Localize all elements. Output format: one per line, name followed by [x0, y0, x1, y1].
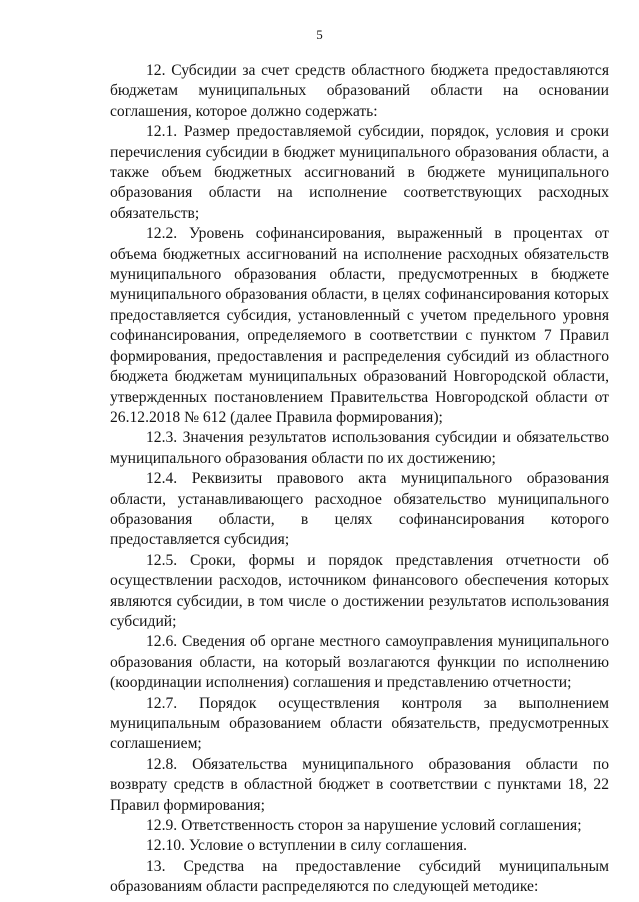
paragraph-12-3: 12.3. Значения результатов использования субсидии и обязательство муниципального образования области по их достижению;: [110, 429, 609, 467]
paragraph-12-5: 12.5. Сроки, формы и порядок представления отчетности об осуществлении расходов, источником финансового обеспечения которых являются субсидии, в том числе о достижении результатов использования субсидий;: [110, 551, 609, 630]
paragraph-12: 12. Субсидии за счет средств областного бюджета предоставляются бюджетам муниципальных образований области на основании соглашения, которое должно содержать:: [110, 62, 609, 120]
page-number: 5: [316, 27, 323, 42]
paragraph-12-4: 12.4. Реквизиты правового акта муниципального образования области, устанавливающего расходное обязательство муниципального образования области, в целях софинансирования которого предоставляется субсидия;: [110, 470, 609, 549]
paragraph-12-7: 12.7. Порядок осуществления контроля за выполнением муниципальным образованием области обязательств, предусмотренных соглашением;: [110, 694, 609, 753]
paragraph-12-10: 12.10. Условие о вступлении в силу соглашения.: [146, 837, 468, 855]
paragraph-12-6: 12.6. Сведения об органе местного самоуправления муниципального образования области, на который возлагаются функции по исполнению (координации исполнения) соглашения и представлению отчетности;: [110, 633, 609, 692]
paragraph-12-2: 12.2. Уровень софинансирования, выраженный в процентах от объема бюджетных ассигнований на исполнение расходных обязательств муниципального образования области, предусмотренных в бюджете муниципального образования области, в целях софинансирования которых предоставляется субсидия, установленный с учетом предельного уровня софинансирования, определяемого в соответствии с пунктом 7 Правил формирования, предоставления и распределения субсидий из областного бюджета бюджетам муниципальных образований Новгородской области, утвержденных постановлением Правительства Новгородской области от 26.12.2018 № 612 (далее Правила формирования);: [110, 225, 609, 426]
paragraph-12-8: 12.8. Обязательства муниципального образования области по возврату средств в областной бюджет в соответствии с пунктами 18, 22 Правил формирования;: [110, 755, 609, 814]
paragraph-12-1: 12.1. Размер предоставляемой субсидии, порядок, условия и сроки перечисления субсидии в бюджет муниципального образования области, а также объем бюджетных ассигнований в бюджете муниципального образования области на исполнение соответствующих расходных обязательств;: [110, 123, 609, 222]
paragraph-13: 13. Средства на предоставление субсидий муниципальным образованиям области распределяются по следующей методике:: [110, 857, 609, 896]
paragraph-12-9: 12.9. Ответственность сторон за нарушение условий соглашения;: [146, 817, 582, 835]
document-body: [110, 61, 609, 898]
